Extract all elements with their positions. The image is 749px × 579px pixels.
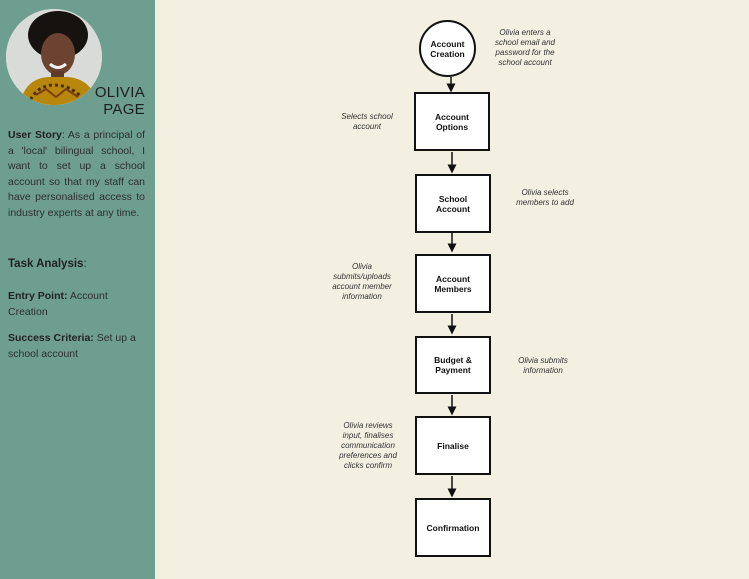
user-story-label: User Story <box>8 129 62 141</box>
persona-first-name: OLIVIA <box>94 84 145 101</box>
entry-point-label: Entry Point: <box>8 290 68 302</box>
note-school-account <box>505 188 585 208</box>
entry-point <box>8 289 145 320</box>
note-line: clicks confirm <box>343 461 392 470</box>
step-confirmation <box>415 498 491 557</box>
task-analysis-label: Task Analysis <box>8 258 84 270</box>
step-label-line1: Account <box>435 273 470 284</box>
note-account-options <box>330 112 404 132</box>
success-criteria-text: Set up a school account <box>8 332 136 360</box>
step-account-members <box>415 254 491 313</box>
persona-name <box>95 84 145 118</box>
note-line: members to add <box>516 198 574 207</box>
step-school-account <box>415 174 491 233</box>
step-label-line1: Account <box>430 38 465 49</box>
note-line: Selects school <box>341 112 393 121</box>
note-line: Olivia reviews <box>343 421 393 430</box>
task-analysis-colon: : <box>83 258 87 270</box>
user-story-text: : As a principal of a 'local' bilingual school, I want to set up a school account so that my staff can have personalised access to industry experts at any time. <box>8 129 145 219</box>
note-line: account <box>352 122 382 131</box>
entry-point-text: Account Creation <box>8 290 108 318</box>
note-line: preferences and <box>339 451 397 460</box>
step-label-line2: Account <box>436 203 470 214</box>
note-line: information <box>523 366 563 375</box>
avatar-portrait <box>6 9 102 105</box>
user-story <box>8 128 145 221</box>
note-finalise <box>330 421 406 471</box>
step-finalise <box>415 416 491 475</box>
note-line: account member <box>332 282 392 291</box>
step-label-line1: Finalise <box>437 440 469 451</box>
step-label-line1: Budget & <box>434 355 472 365</box>
note-line: Olivia selects <box>521 188 569 197</box>
step-label-line1: School <box>438 193 468 204</box>
step-label-line2: Options <box>435 121 469 132</box>
step-label-line2: Payment <box>435 365 471 375</box>
step-label-line2: Creation <box>430 48 465 59</box>
success-criteria <box>8 331 145 362</box>
success-criteria-label: Success Criteria: <box>8 332 94 344</box>
step-account-creation <box>419 20 476 77</box>
persona-avatar <box>6 9 102 105</box>
note-account-members <box>324 262 400 302</box>
note-line: information <box>342 292 382 301</box>
step-label-line1: Confirmation <box>426 522 480 533</box>
note-line: input, finalises <box>342 431 394 440</box>
note-line: school account <box>498 58 552 67</box>
note-line: Olivia submits <box>518 356 568 365</box>
note-line: password for the <box>495 48 555 57</box>
task-analysis-heading <box>8 257 145 273</box>
step-budget-payment <box>415 336 491 394</box>
step-label-line2: Members <box>434 283 472 294</box>
note-line: school email and <box>494 38 556 47</box>
note-budget-payment <box>505 356 581 376</box>
persona-last-name: PAGE <box>103 101 145 118</box>
note-line: Olivia <box>351 262 372 271</box>
note-account-creation <box>482 28 568 68</box>
step-label-line1: Account <box>435 111 469 122</box>
persona-sidebar <box>0 0 155 579</box>
step-account-options <box>414 92 490 151</box>
note-line: communication <box>341 441 395 450</box>
note-line: submits/uploads <box>333 272 391 281</box>
note-line: Olivia enters a <box>499 28 551 37</box>
